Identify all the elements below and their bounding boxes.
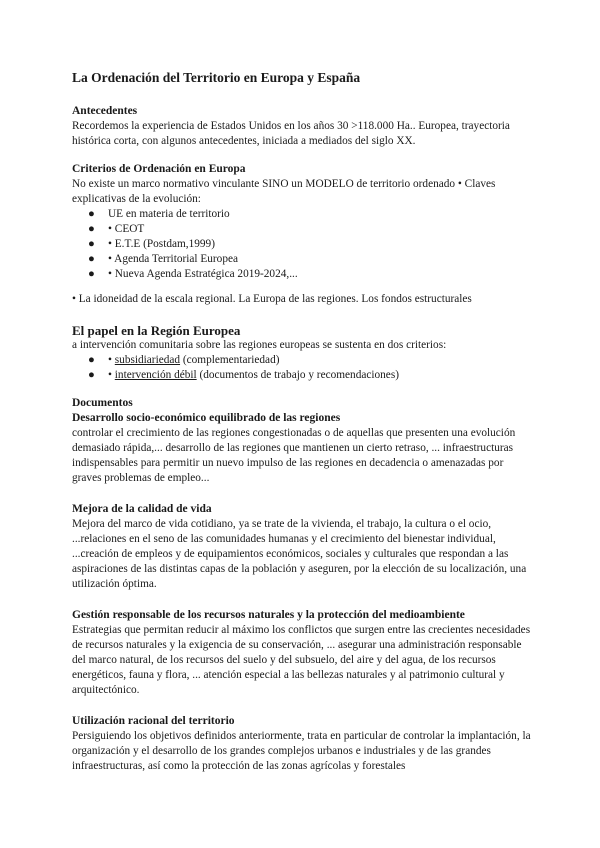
list-item: ● • Agenda Territorial Europea [88,253,238,265]
gestion-heading: Gestión responsable de los recursos naturales y la protección del medioambiente [72,609,465,621]
desarrollo-heading: Desarrollo socio-económico equilibrado de las regiones [72,412,341,424]
criterios-after: • La idoneidad de la escala regional. La Europa de las regiones. Los fondos estructurales [72,293,472,305]
list-item: ● • E.T.E (Postdam,1999) [88,238,215,250]
documentos-heading: Documentos [72,397,133,409]
papel-intro: a intervención comunitaria sobre las regiones europeas se sustenta en dos criterios: [72,339,447,351]
utilizacion-text: Persiguiendo los objetivos definidos anteriormente, trata en particular de controlar la implantación, la organización y el desarrollo de los grandes complejos urbanos e industriales y de las grandes infraestructuras, así como la protección de las zonas agrícolas y forestales [72,730,531,772]
antecedentes-text: Recordemos la experiencia de Estados Unidos en los años 30 >118.000 Ha.. Europea, trayectoria histórica corta, con algunos antecedentes, iniciada a mediados del siglo XX. [72,120,510,147]
list-item: ● • intervención débil (documentos de trabajo y recomendaciones) [88,369,399,381]
list-item: ● • subsidiariedad (complementariedad) [88,354,280,366]
list-item: ● • CEOT [88,223,145,235]
document-title: La Ordenación del Territorio en Europa y España [72,70,361,85]
papel-heading: El papel en la Región Europea [72,323,241,338]
criterios-intro: No existe un marco normativo vinculante SINO un MODELO de territorio ordenado • Claves explicativas de la evolución: [72,178,496,205]
list-item: ● • Nueva Agenda Estratégica 2019-2024,... [88,268,298,280]
mejora-line-3: ...creación de empleos y de equipamientos económicos, sociales y culturales que respondan a las aspiraciones de las distintas capas de la población y aseguren, por la elección de su localización, una utilización óptima. [72,548,527,590]
desarrollo-text: controlar el crecimiento de las regiones congestionadas o de aquellas que presenten una evolución demasiado rápida,... desarrollo de las regiones que mantienen un cierto retraso, ... infraestructuras indispensables para permitir un nuevo impulso de las regiones en decadencia o amenazadas por graves problemas de empleo... [72,427,516,484]
papel-list [72,353,532,383]
utilizacion-heading: Utilización racional del territorio [72,715,235,727]
document-page [72,70,532,774]
mejora-heading: Mejora de la calidad de vida [72,503,212,515]
mejora-line-2: ...relaciones en el seno de las comunidades humanas y el crecimiento del bienestar individual, [72,533,496,545]
gestion-text: Estrategias que permitan reducir al máximo los conflictos que surgen entre las crecientes necesidades de recursos naturales y la exigencia de su conservación, ... asegurar una administración responsable del marco natural, de los recursos del suelo y del subsuelo, del aire y del agua, de los recursos energéticos, fauna y flora, ... atención especial a las bellezas naturales y al patrimonio cultural y arquitectónico. [72,624,531,696]
criterios-list [72,207,532,282]
antecedentes-heading: Antecedentes [72,105,138,117]
mejora-line-1: Mejora del marco de vida cotidiano, ya se trate de la vivienda, el trabajo, la cultura o el ocio, [72,518,492,530]
list-item: ● UE en materia de territorio [88,208,230,220]
criterios-heading: Criterios de Ordenación en Europa [72,163,246,175]
